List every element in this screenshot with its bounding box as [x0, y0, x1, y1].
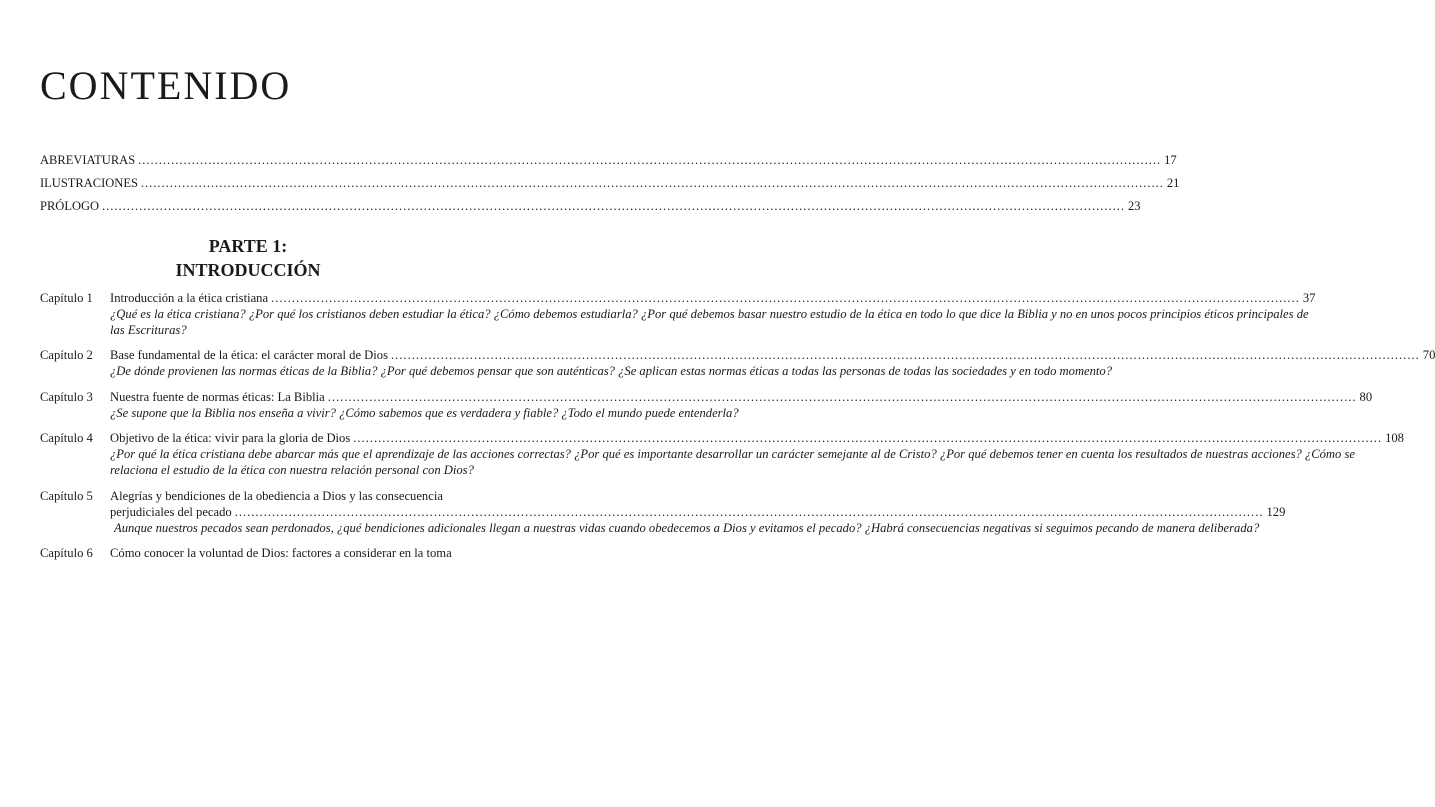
toc-page-number: 70	[1422, 348, 1435, 363]
part-title: INTRODUCCIÓN	[175, 260, 321, 280]
toc-chapter-4[interactable]	[40, 430, 1404, 478]
dot-leader	[235, 504, 1264, 520]
toc-page-number: 37	[1302, 291, 1316, 305]
dot-leader	[138, 153, 1161, 168]
dot-leader	[391, 347, 1420, 363]
chapter-list	[40, 290, 1435, 570]
chapter-title: Introducción a la ética cristiana	[110, 291, 269, 305]
page-title: CONTENIDO	[40, 63, 292, 108]
toc-entry-label: ABREVIATURAS	[40, 153, 136, 167]
chapter-description: ¿Se supone que la Biblia nos enseña a vivir? ¿Cómo sabemos que es verdadera y fiable? ¿Todo el mundo puede entenderla?	[110, 405, 739, 420]
toc-page-number: 129	[1266, 504, 1286, 519]
chapter-description: ¿De dónde provienen las normas éticas de la Biblia? ¿Por qué debemos pensar que son auténticas? ¿Se aplican estas normas éticas a todas las personas de todas las sociedades y en todo momento?	[110, 364, 1113, 379]
toc-entry-label: PRÓLOGO	[40, 199, 100, 213]
toc-page-number: 17	[1164, 153, 1177, 167]
chapter-label: Capítulo 6	[40, 546, 93, 561]
toc-entry-label: ILUSTRACIONES	[40, 176, 138, 190]
dot-leader	[141, 176, 1164, 191]
toc-chapter-3[interactable]	[40, 389, 1373, 422]
chapter-label: Capítulo 1	[40, 291, 93, 305]
chapter-title: perjudiciales del pecado	[110, 504, 232, 519]
chapter-description: ¿Por qué la ética cristiana debe abarcar más que el aprendizaje de las acciones correctas? ¿Por qué es importante desarrollar un carácter semejante al de Cristo? ¿Por qué debemos tener en cuenta los resultados de nuestras acciones? ¿Cómo se relaciona el estudio de la ética con nuestra relación personal con Dios?	[110, 447, 1355, 477]
dot-leader	[328, 389, 1357, 405]
toc-entry-abreviaturas[interactable]	[40, 153, 1177, 168]
chapter-description: ¿Qué es la ética cristiana? ¿Por qué los cristianos deben estudiar la ética? ¿Cómo debemos estudiarla? ¿Por qué debemos basar nuestro estudio de la ética en todo lo que dice la Biblia y no en unos pocos principios éticos principales de las Escrituras?	[110, 307, 1309, 337]
chapter-label: Capítulo 5	[40, 488, 93, 503]
toc-page-number: 23	[1128, 199, 1141, 213]
chapter-title: Objetivo de la ética: vivir para la gloria de Dios	[110, 431, 351, 446]
toc-chapter-5[interactable]	[40, 488, 1286, 537]
toc-page-number: 80	[1359, 389, 1373, 404]
chapter-description: Aunque nuestros pecados sean perdonados, ¿qué bendiciones adicionales llegan a nuestras vidas cuando obedecemos a Dios y evitamos el pecado? ¿Habrá consecuencias negativas si seguimos pecando de manera deliberada?	[114, 520, 1260, 535]
chapter-title-line1: Alegrías y bendiciones de la obediencia a Dios y las consecuencia	[110, 488, 443, 503]
chapter-title-line1: Cómo conocer la voluntad de Dios: factores a considerar en la toma	[110, 546, 452, 561]
chapter-label: Capítulo 3	[40, 389, 93, 404]
part-number: PARTE 1:	[208, 236, 288, 256]
toc-page-number: 21	[1166, 176, 1180, 190]
toc-chapter-6[interactable]	[40, 545, 470, 561]
toc-chapter-2[interactable]	[40, 347, 1435, 380]
part-heading	[40, 234, 456, 282]
chapter-title: Nuestra fuente de normas éticas: La Biblia	[110, 389, 325, 404]
dot-leader	[353, 430, 1382, 446]
dot-leader	[271, 290, 1300, 306]
toc-chapter-1[interactable]	[40, 290, 1316, 338]
dot-leader	[102, 199, 1125, 214]
chapter-label: Capítulo 4	[40, 431, 93, 446]
toc-entry-ilustraciones[interactable]	[40, 176, 1180, 191]
toc-page-number: 108	[1385, 431, 1404, 446]
chapter-title: Base fundamental de la ética: el carácter moral de Dios	[110, 348, 388, 363]
toc-entry-prologo[interactable]	[40, 199, 1141, 214]
chapter-label: Capítulo 2	[40, 348, 93, 363]
